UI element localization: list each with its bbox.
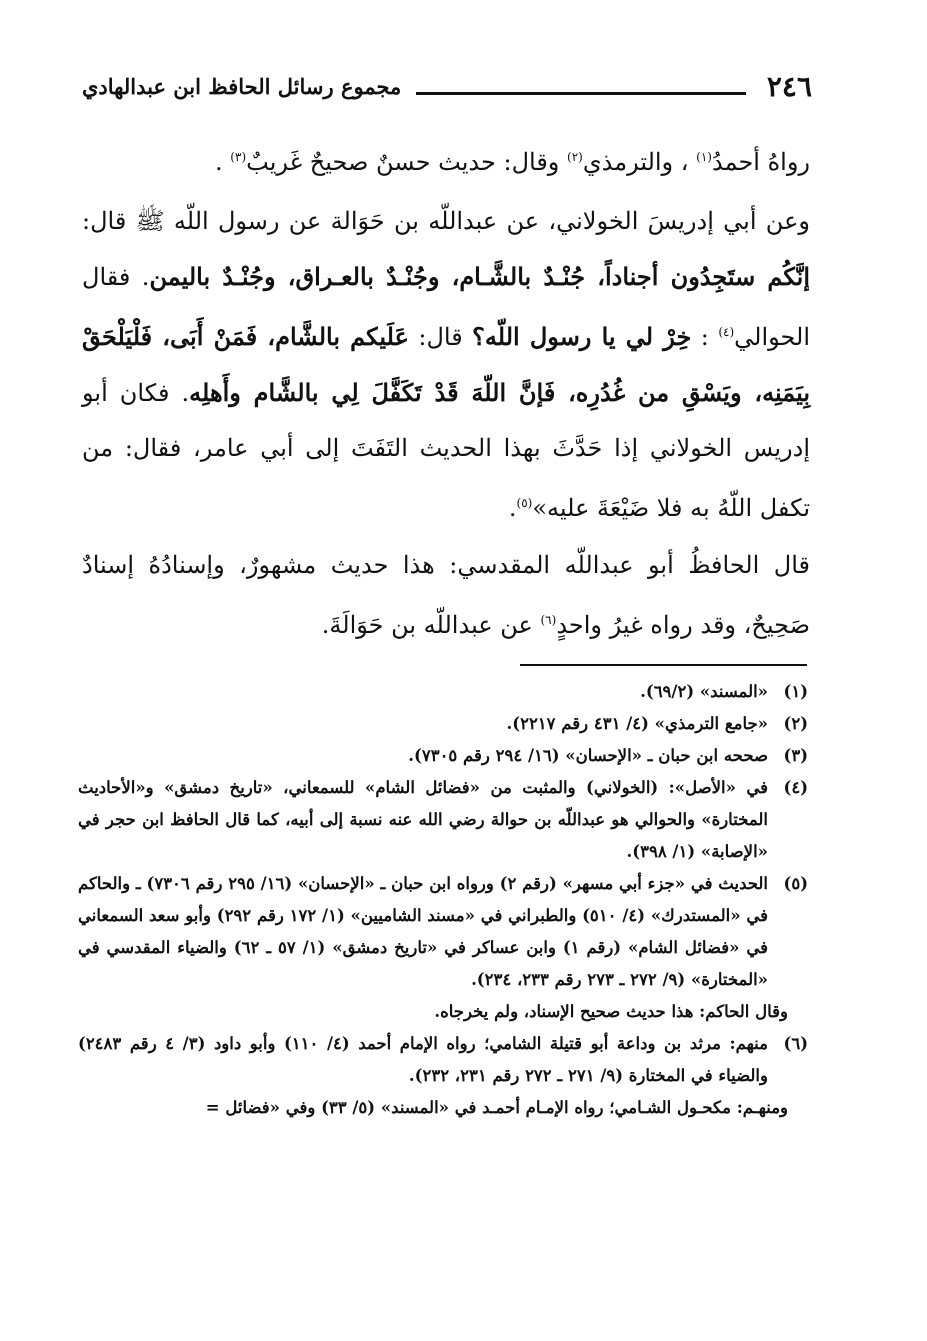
footnote-3 bbox=[78, 740, 808, 772]
p2-text-d: : bbox=[691, 323, 719, 351]
p2-text-f: قال: bbox=[408, 323, 473, 351]
footnote-5-continuation bbox=[78, 996, 808, 1028]
footnote-number: (١) bbox=[783, 682, 808, 701]
p1-text-b: ، والترمذي bbox=[582, 148, 697, 176]
footnote-text: ومنهـم: مكحـول الشـامي؛ رواه الإمـام أحمـد في «المسند» (٥/ ٣٣) وفي «فضائل = bbox=[205, 1098, 788, 1117]
p2-text-a: وعن أبي إدريسَ الخولاني، عن عبداللّه بن حَوَالة عن رسول اللّه ﷺ قال: bbox=[82, 207, 810, 235]
footnote-number: (٣) bbox=[783, 746, 808, 765]
p2-text-h: . فكان أبو إدريس الخولاني إذا حَدَّثَ بهذا الحديث التَفَتَ إلى أبي عامر، فقال: من تكفل اللّهُ به فلا ضَيْعَةَ عليه» bbox=[82, 379, 810, 522]
p2-text-c: . فقال الحوالي bbox=[82, 263, 810, 351]
header-rule bbox=[416, 92, 746, 95]
p2-hadith-a: إنَّكُم ستَجِدُون أجناداً، جُنْـدٌ بالشَّـام، وجُنْـدٌ بالعـراق، وجُنْـدٌ باليمن bbox=[149, 262, 810, 291]
paragraph-hadith bbox=[82, 194, 810, 536]
footnote-ref-5[interactable]: (٥) bbox=[516, 496, 533, 510]
p1-text-d: . bbox=[215, 148, 231, 176]
footnote-number: (٦) bbox=[783, 1034, 808, 1053]
footnote-ref-6[interactable]: (٦) bbox=[540, 613, 557, 627]
p1-text-c: وقال: حديث حسنٌ صحيحٌ غَريبٌ bbox=[246, 148, 568, 176]
footnote-4 bbox=[78, 772, 808, 868]
footnote-text: منهم: مرثد بن وداعة أبو قتيلة الشامي؛ رواه الإمام أحمد (٤/ ١١٠) وأبو داود (٣/ ٤ رقم ٢٤٨٣) والضياء في المختارة (٩/ ٢٧١ ـ ٢٧٢ رقم ٢٣١، ٢٣٢). bbox=[78, 1034, 768, 1085]
p2-hadith-e: خِرْ لي يا رسول اللّه؟ bbox=[472, 322, 692, 351]
footnote-text: «جامع الترمذي» (٤/ ٤٣١ رقم ٢٢١٧). bbox=[506, 714, 768, 733]
paragraph-commentary bbox=[82, 538, 810, 653]
footnote-separator bbox=[520, 664, 807, 666]
page-number: ٢٤٦ bbox=[766, 70, 812, 103]
footnote-1 bbox=[78, 676, 808, 708]
footnote-text: صححه ابن حبان ـ «الإحسان» (١٦/ ٢٩٤ رقم ٧٣٠٥). bbox=[408, 746, 768, 765]
footnote-number: (٢) bbox=[783, 714, 808, 733]
footnote-6-continuation bbox=[78, 1092, 808, 1124]
footnote-ref-3[interactable]: (٣) bbox=[230, 150, 247, 164]
book-title: مجموع رسائل الحافظ ابن عبدالهادي bbox=[82, 74, 402, 99]
running-header bbox=[82, 70, 812, 110]
footnote-text: «المسند» (٦٩/٢). bbox=[640, 682, 768, 701]
paragraph-narration bbox=[82, 130, 810, 190]
p2-text-i: . bbox=[508, 494, 517, 522]
footnote-text: وقال الحاكم: هذا حديث صحيح الإسناد، ولم يخرجاه. bbox=[434, 1002, 788, 1021]
footnote-ref-2[interactable]: (٢) bbox=[567, 150, 583, 164]
footnote-5 bbox=[78, 868, 808, 996]
p3-text-b: عن عبداللّه بن حَوَالَةَ. bbox=[321, 611, 541, 639]
footnote-text: في «الأصل»: (الخولاني) والمثبت من «فضائل الشام» للسمعاني، «تاريخ دمشق» و«الأحاديث المختارة» والحوالي هو عبداللّه بن حوالة رضي الله عنه نسبة إلى أبيه، كما قال الحافظ ابن حجر في «الإصابة» (١/ ٣٩٨). bbox=[78, 778, 768, 861]
p1-text-a: رواهُ أحمدُ bbox=[711, 148, 810, 176]
footnote-number: (٤) bbox=[783, 778, 808, 797]
footnote-ref-1[interactable]: (١) bbox=[696, 150, 712, 164]
footnote-text: الحديث في «جزء أبي مسهر» (رقم ٢) ورواه ابن حبان ـ «الإحسان» (١٦/ ٢٩٥ رقم ٧٣٠٦) ـ والحاكم في «المستدرك» (٤/ ٥١٠) والطبراني في «مسند الشاميين» (١/ ١٧٢ رقم ٢٩٢) وأبو سعد السمعاني في «فضائل الشام» (رقم ١) وابن عساكر في «تاريخ دمشق» (١/ ٥٧ ـ ٦٢) والضياء المقدسي في «المختارة» (٩/ ٢٧٢ ـ ٢٧٣ رقم ٢٣٣، ٢٣٤). bbox=[78, 874, 769, 989]
footnote-ref-4[interactable]: (٤) bbox=[718, 325, 735, 339]
footnotes bbox=[78, 676, 808, 1124]
footnote-number: (٥) bbox=[783, 874, 808, 893]
footnote-6 bbox=[78, 1028, 808, 1092]
p2-hadith-g: عَلَيكم بالشَّام، فَمَنْ أَبَى، فَلْيَلْحَقْ بِيَمَنِه، ويَسْقِ من غُدُرِه، فَإنَّ اللّهَ قَدْ تَكَفَّلَ لِي بالشَّام وأَهلِه bbox=[82, 322, 810, 407]
p3-text-a: قال الحافظُ أبو عبداللّه المقدسي: هذا حديث مشهورٌ، وإسنادُهُ إسنادٌ صَحِيحٌ، وقد رواه غيرُ واحدٍ bbox=[82, 551, 810, 639]
footnote-2 bbox=[78, 708, 808, 740]
